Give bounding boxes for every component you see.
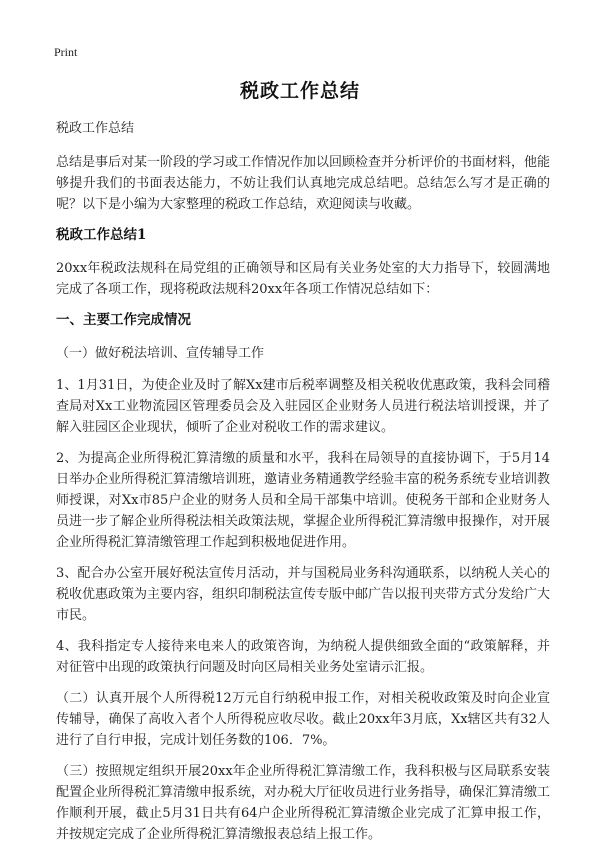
page-title: 税政工作总结 <box>239 80 360 102</box>
intro-paragraph: 总结是事后对某一阶段的学习或工作情况作加以回顾检查并分析评价的书面材料，他能够提升我们的书面表达能力，不妨让我们认真地完成总结吧。总结怎么写才是正确的呢？以下是小编为大家整理的税政工作总结，欢迎阅读与收藏。 <box>56 155 551 212</box>
section-lead-paragraph: 20xx年税政法规科在局党组的正确领导和区局有关业务处室的大力指导下，较圆满地完成了各项工作，现将税政法规科20xx年各项工作情况总结如下： <box>56 261 550 297</box>
section-heading: 税政工作总结1 <box>56 227 147 243</box>
document-body <box>56 118 550 855</box>
subsection-paragraph: （二）认真开展个人所得税12万元自行纳税申报工作，对相关税收政策及时向企业宣传辅导，确保了高收入者个人所得税应收尽收。截止20xx年3月底，Xx辖区共有32人进行了自行申报，完成计划任务数的106．7%。 <box>56 691 550 748</box>
list-item: 1、1月31日，为使企业及时了解Xx建市后税率调整及相关税收优惠政策，我科会同稽查局对Xx工业物流园区管理委员会及入驻园区企业财务人员进行税法培训授课，并了解入驻园区企业现状，倾听了企业对税收工作的需求建议。 <box>56 378 550 435</box>
part-heading: 一、主要工作完成情况 <box>56 312 191 328</box>
print-link[interactable]: Print <box>54 45 78 59</box>
list-item: 4、我科指定专人接待来电来人的政策咨询，为纳税人提供细致全面的“政策解释，并对征管中出现的政策执行问题及时向区局相关业务处室请示汇报。 <box>56 639 550 675</box>
list-item: 3、配合办公室开展好税法宣传月活动，并与国税局业务科沟通联系，以纳税人关心的税收优惠政策为主要内容，组织印制税法宣传专版中邮广告以报刊夹带方式分发给广大市民。 <box>56 566 551 623</box>
list-item: 2、为提高企业所得税汇算清缴的质量和水平，我科在局领导的直接协调下，于5月14日举办企业所得税汇算清缴培训班，邀请业务精通教学经验丰富的税务系统专业培训教师授课，对Xx市85户企业的财务人员和全局干部集中培训。使税务干部和企业财务人员进一步了解企业所得税法相关政策法规，掌握企业所得税汇算清缴申报操作，对开展企业所得税汇算清缴管理工作起到积极地促进作用。 <box>56 451 551 550</box>
document-subtitle: 税政工作总结 <box>56 121 135 136</box>
subsection-heading: （一）做好税法培训、宣传辅导工作 <box>56 346 265 361</box>
subsection-paragraph: （三）按照规定组织开展20xx年企业所得税汇算清缴工作，我科积极与区局联系安装配置企业所得税汇算清缴申报系统，对办税大厅征收员进行业务指导，确保汇算清缴工作顺利开展，截止5月31日共有64户企业所得税汇算清缴企业完成了汇算申报工作，并按规定完成了企业所得税汇算清缴报表总结上报工作。 <box>56 764 551 842</box>
